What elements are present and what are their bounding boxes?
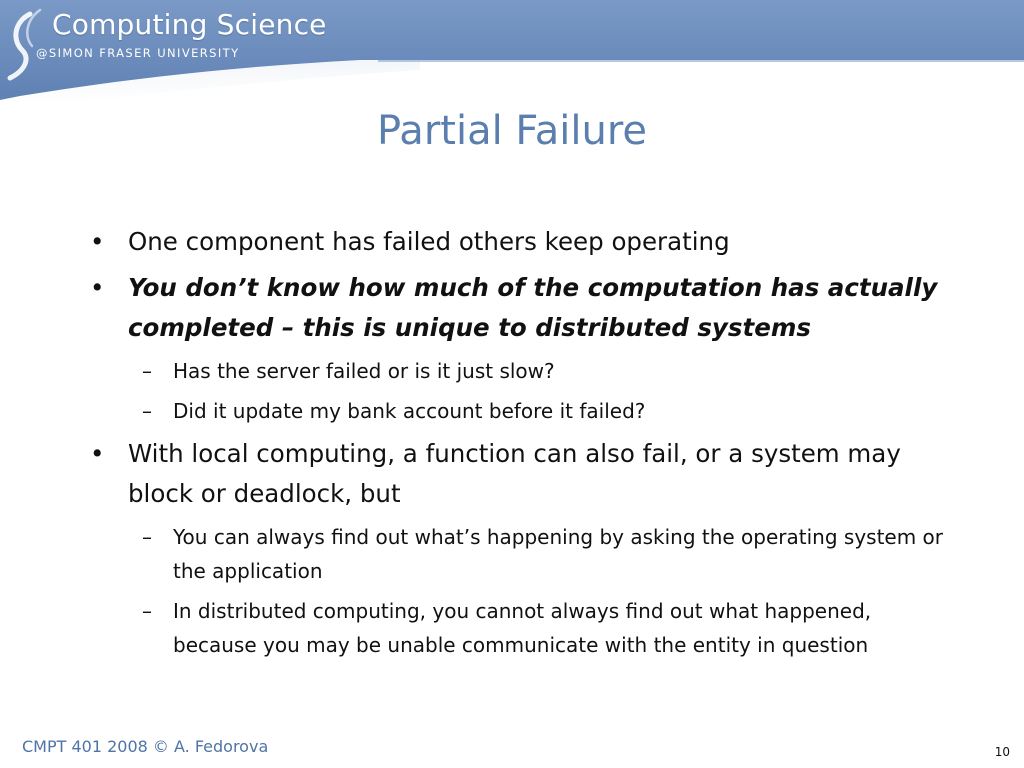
bullet-item bbox=[90, 268, 950, 348]
bullet-text: One component has failed others keep operating bbox=[128, 227, 730, 256]
bullet-dot-icon: • bbox=[90, 227, 105, 256]
bullet-item bbox=[90, 434, 950, 514]
bullet-dot-icon: • bbox=[90, 273, 105, 302]
sub-bullet-item bbox=[90, 354, 950, 388]
sub-bullet-text: Has the server failed or is it just slow? bbox=[173, 359, 555, 383]
bullet-text: You don’t know how much of the computation has actually completed – this is unique to distributed systems bbox=[128, 273, 938, 342]
sub-bullet-text: You can always find out what’s happening by asking the operating system or the application bbox=[173, 525, 944, 583]
logo-title: Computing Science bbox=[52, 8, 327, 41]
dash-icon: – bbox=[142, 599, 152, 623]
bullet-dot-icon: • bbox=[90, 439, 105, 468]
page-number: 10 bbox=[994, 745, 1010, 759]
dash-icon: – bbox=[142, 525, 152, 549]
slide-title: Partial Failure bbox=[376, 108, 648, 154]
sub-bullet-item bbox=[90, 394, 950, 428]
bullet-item bbox=[90, 222, 950, 262]
sub-bullet-item bbox=[90, 520, 950, 588]
sub-bullet-item bbox=[90, 594, 950, 662]
dash-icon: – bbox=[142, 399, 152, 423]
slide-content bbox=[90, 222, 950, 668]
sub-bullet-text: Did it update my bank account before it failed? bbox=[173, 399, 646, 423]
logo-subtitle: @SIMON FRASER UNIVERSITY bbox=[36, 46, 240, 60]
footer-course-credit: CMPT 401 2008 © A. Fedorova bbox=[22, 737, 269, 756]
dash-icon: – bbox=[142, 359, 152, 383]
bullet-text: With local computing, a function can also fail, or a system may block or deadlock, but bbox=[128, 439, 901, 508]
sub-bullet-text: In distributed computing, you cannot always find out what happened, because you may be unable communicate with the entity in question bbox=[173, 599, 872, 657]
